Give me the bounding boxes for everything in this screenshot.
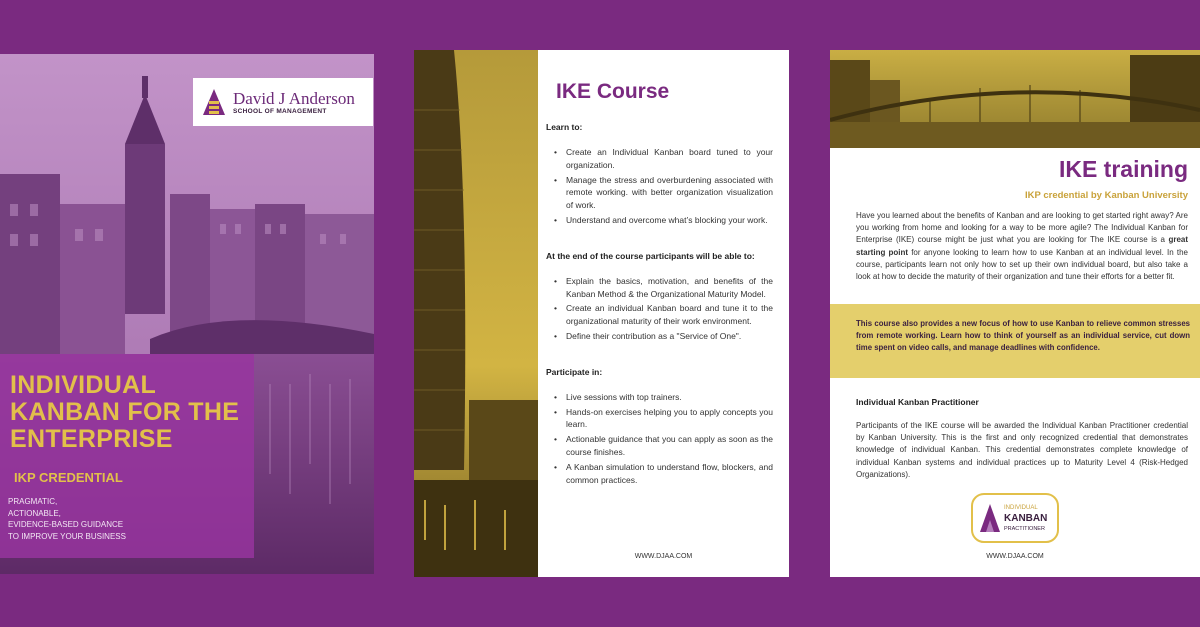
- cover-title: INDIVIDUAL KANBAN FOR THE ENTERPRISE: [10, 371, 240, 453]
- list-item: • Explain the basics, motivation, and benefits of the Kanban Method & the Organizational Maturity Model.: [554, 275, 773, 301]
- tower-photo: [414, 50, 538, 577]
- list-item: • Actionable guidance that you can apply as soon as the course finishes.: [554, 433, 773, 459]
- callout-text: This course also provides a new focus of how to use Kanban to relieve common stresses from remote working. Learn how to think of yourself as an individual service, cut down time spent on video calls, and manage deadlines with confidence.: [856, 319, 1190, 353]
- badge-line-1: INDIVIDUAL: [1004, 505, 1038, 511]
- list-item: • Live sessions with top trainers.: [554, 391, 773, 404]
- training-subtitle: IKP credential by Kanban University: [1025, 190, 1188, 201]
- badge-line-2: KANBAN: [1004, 513, 1048, 524]
- learn-heading: Learn to:: [546, 122, 583, 132]
- intro-text: Have you learned about the benefits of Kanban and are looking to get started right away? Are you working from home and looking for a way to be more agile? The Individual Kanban for Enterprise (IKE) course might be just what you are looking for The IKE course is a: [856, 211, 1188, 245]
- tagline-line: EVIDENCE-BASED GUIDANCE: [8, 520, 124, 529]
- participate-heading: Participate in:: [546, 366, 603, 377]
- learn-list: [554, 146, 773, 227]
- list-item: • Understand and overcome what’s blocking your work.: [554, 214, 773, 227]
- list-item: • Define their contribution as a "Service of One".: [554, 330, 773, 343]
- cover-tagline: [8, 496, 248, 542]
- participate-list: [554, 391, 773, 487]
- list-item: • Manage the stress and overburdening associated with remote working. with better organization visualization of work.: [554, 174, 773, 212]
- djaa-logo-icon: [201, 87, 227, 117]
- practitioner-body: Participants of the IKE course will be awarded the Individual Kanban Practitioner credential by Kanban University. This is the first and only recognized credential that demonstrates knowledge of individual Kanban. This credential demonstrates complete knowledge of individual Kanban systems and individual practices up to Maturity Level 4 (Risk-Hedged Organizations).: [856, 421, 1188, 479]
- training-intro: [856, 210, 1188, 283]
- able-list: [554, 275, 773, 343]
- course-content: [538, 50, 789, 577]
- badge-line-3: PRACTITIONER: [1004, 526, 1045, 532]
- course-footer-url: WWW.DJAA.COM: [634, 553, 693, 560]
- course-page: [414, 50, 789, 577]
- intro-bold: great starting point: [856, 235, 1188, 257]
- tagline-line: PRAGMATIC,: [8, 497, 58, 506]
- training-title: IKE training: [1058, 156, 1188, 182]
- bridge-photo: [830, 50, 1200, 148]
- intro-text: for anyone looking to learn how to use Kanban at an individual level. In the course, participants learn not only how to set up their own individual board, but also take a look at how to decide the maturity of their organization and tune their efforts for a better fit.: [856, 247, 1188, 282]
- list-item: • Create an Individual Kanban board tuned to your organization.: [554, 146, 773, 172]
- credential-label: IKP CREDENTIAL: [14, 470, 123, 485]
- logo-subtitle: SCHOOL OF MANAGEMENT: [233, 107, 327, 115]
- kanban-practitioner-badge-icon: [970, 492, 1060, 544]
- tagline-line: ACTIONABLE,: [8, 508, 61, 518]
- list-item: • A Kanban simulation to understand flow, blockers, and common practices.: [554, 461, 773, 487]
- list-item: • Create an individual Kanban board and tune it to the organizational maturity of their work environment.: [554, 302, 773, 328]
- tagline-line: TO IMPROVE YOUR BUSINESS: [8, 531, 126, 541]
- school-logo: [193, 78, 373, 126]
- cover-page: [0, 54, 374, 574]
- remote-work-callout: [830, 304, 1200, 378]
- training-page: [830, 50, 1200, 577]
- cover-title-panel: [0, 354, 254, 558]
- course-title: IKE Course: [556, 80, 670, 103]
- list-item: • Hands-on exercises helping you to apply concepts you learn.: [554, 406, 773, 432]
- training-footer-url: WWW.DJAA.COM: [986, 553, 1044, 560]
- practitioner-heading: Individual Kanban Practitioner: [856, 397, 979, 407]
- able-heading: At the end of the course participants will be able to:: [546, 250, 755, 261]
- logo-name: David J Anderson: [233, 88, 355, 108]
